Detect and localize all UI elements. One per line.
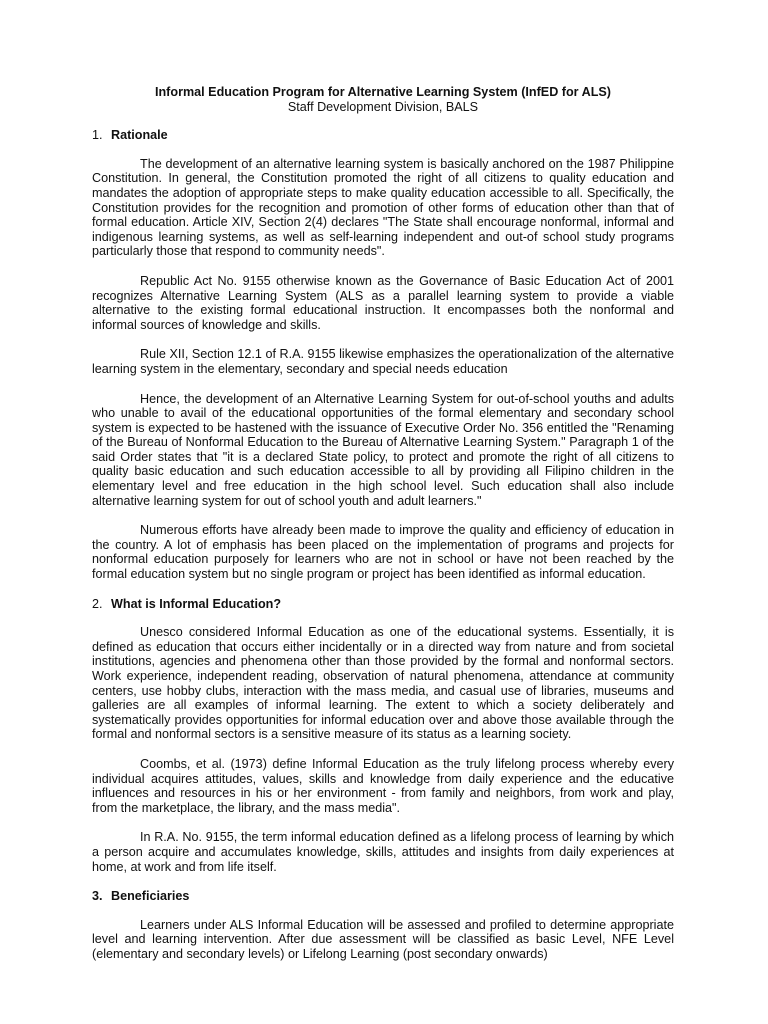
paragraph: Republic Act No. 9155 otherwise known as the Governance of Basic Education Act of 2001 recognizes Alternative Learning System (ALS as a parallel learning system to provide a viable alternative to the existing formal educational instruction. It encompasses both the nonformal and informal sources of knowledge and skills. <box>92 273 674 332</box>
section-title: Rationale <box>111 128 168 143</box>
paragraph: Coombs, et al. (1973) define Informal Education as the truly lifelong process whereby every individual acquires attitudes, values, skills and knowledge from daily experience and the educative influences and resources in his or her environment - from family and neighbors, from work and play, from the marketplace, the library, and the mass media". <box>92 756 674 815</box>
paragraph: Rule XII, Section 12.1 of R.A. 9155 likewise emphasizes the operationalization of the alternative learning system in the elementary, secondary and special needs education <box>92 347 674 376</box>
document-subtitle: Staff Development Division, BALS <box>287 99 479 114</box>
section-number: 3. <box>92 889 103 904</box>
section-title: Beneficiaries <box>111 889 190 904</box>
section-what-is-informal-education <box>92 597 674 875</box>
section-number: 1. <box>92 128 103 143</box>
section-heading <box>92 128 674 143</box>
section-heading <box>92 889 674 904</box>
section-heading <box>92 597 674 612</box>
section-number: 2. <box>92 596 103 611</box>
document-title: Informal Education Program for Alternative Learning System (InfED for ALS) <box>154 85 611 99</box>
section-title: What is Informal Education? <box>111 596 282 611</box>
paragraph: The development of an alternative learning system is basically anchored on the 1987 Philippine Constitution. In general, the Constitution promoted the right of all citizens to quality education and mandates the adoption of appropriate steps to make quality education accessible to all. Specifically, the Constitution provides for the recognition and promotion of other forms of education other than that of formal education. Article XIV, Section 2(4) declares "The State shall encourage nonformal, informal and indigenous learning systems, as well as self-learning independent and out-of school study programs particularly those that respond to community needs". <box>92 156 674 259</box>
paragraph: Learners under ALS Informal Education will be assessed and profiled to determine appropriate level and learning intervention. After due assessment will be classified as basic Level, NFE Level (elementary and secondary levels) or Lifelong Learning (post secondary onwards) <box>92 917 674 961</box>
document-page <box>92 85 674 977</box>
paragraph: Numerous efforts have already been made to improve the quality and efficiency of education in the country. A lot of emphasis has been placed on the implementation of programs and projects for nonformal education purposely for learners who are not in school or have not been reached by the formal education system but no single program or project has been identified as informal education. <box>92 523 674 582</box>
paragraph: Unesco considered Informal Education as one of the educational systems. Essentially, it is defined as education that occurs either incidentally or in a directed way from nature and from societal institutions, agencies and phenomena other than those provided by the formal and nonformal sectors. Work experience, independent reading, observation of natural phenomena, attendance at community centers, use hobby clubs, interaction with the mass media, and casual use of libraries, museums and galleries are all examples of informal learning. The extent to which a society deliberately and systematically provides opportunities for informal education over and above those available through the formal and nonformal sectors is a sensitive measure of its status as a learning society. <box>92 625 674 742</box>
paragraph: In R.A. No. 9155, the term informal education defined as a lifelong process of learning by which a person acquire and accumulates knowledge, skills, attitudes and insights from daily experiences at home, at work and from life itself. <box>92 830 674 874</box>
section-beneficiaries <box>92 889 674 961</box>
paragraph: Hence, the development of an Alternative Learning System for out-of-school youths and adults who unable to avail of the educational opportunities of the formal elementary and secondary school system is expected to be hastened with the issuance of Executive Order No. 356 entitled the "Renaming of the Bureau of Nonformal Education to the Bureau of Alternative Learning System." Paragraph 1 of the said Order states that "it is a declared State policy, to protect and promote the right of all citizens to quality basic education and such education accessible to all by providing all Filipino children in the elementary level and free education in the high school level. Such education shall also include alternative learning system for out of school youth and adult learners." <box>92 391 674 508</box>
section-rationale <box>92 128 674 581</box>
